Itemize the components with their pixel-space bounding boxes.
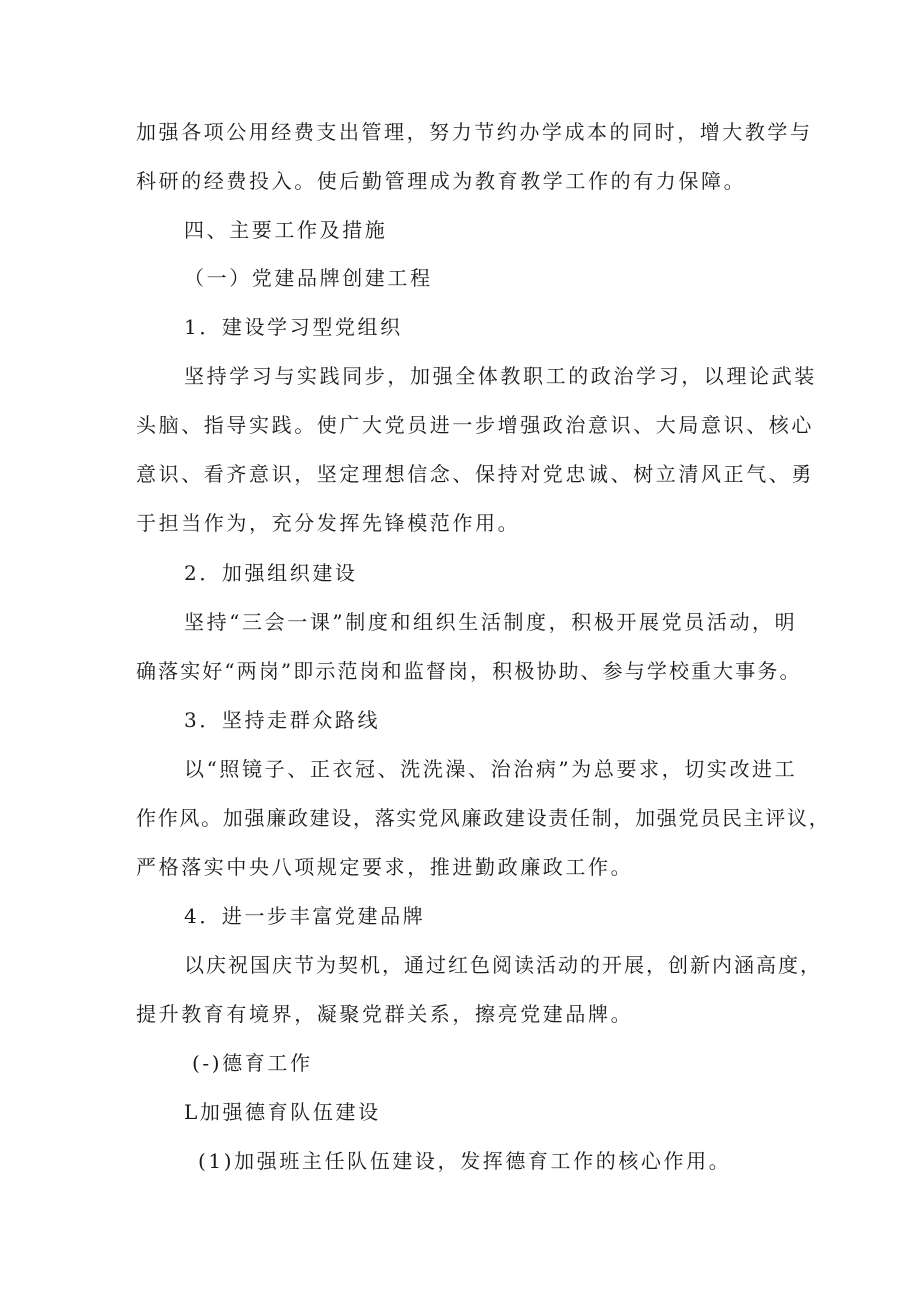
paragraph-line-6: 坚持学习与实践同步，加强全体教职工的政治学习，以理论武装 — [184, 364, 817, 388]
section-heading-main-work: 四、主要工作及措施 — [184, 218, 388, 242]
paragraph-line-7: 头脑、指导实践。使广大党员进一步增强政治意识、大局意识、核心 — [136, 413, 814, 437]
paragraph-line-2: 科研的经费投入。使后勤管理成为教育教学工作的有力保障。 — [136, 169, 747, 193]
item-heading-2: 2．加强组织建设 — [184, 561, 358, 585]
paragraph-line-1: 加强各项公用经费支出管理，努力节约办学成本的同时，增大教学与 — [136, 120, 813, 144]
paragraph-line-14: 以“照镜子、正衣冠、洗洗澡、治治病”为总要求，切实改进工 — [184, 757, 798, 781]
item-heading-1: 1．建设学习型党组织 — [184, 315, 403, 339]
paragraph-line-9: 于担当作为，充分发挥先锋模范作用。 — [136, 511, 521, 535]
subsection-heading-moral-education: (-)德育工作 — [192, 1051, 313, 1075]
paragraph-line-19: 提升教育有境界，凝聚党群关系，擦亮党建品牌。 — [136, 1002, 634, 1026]
paragraph-line-11: 坚持“三会一课”制度和组织生活制度，积极开展党员活动，明 — [184, 610, 798, 634]
paragraph-line-8: 意识、看齐意识，坚定理想信念、保持对党忠诚、树立清风正气、勇 — [136, 462, 814, 486]
item-heading-4: 4．进一步丰富党建品牌 — [184, 904, 426, 928]
paragraph-line-18: 以庆祝国庆节为契机，通过红色阅读活动的开展，创新内涵高度， — [184, 953, 822, 977]
item-heading-3: 3．坚持走群众路线 — [184, 708, 381, 732]
subsection-heading-party-building: （一）党建品牌创建工程 — [184, 266, 433, 290]
item-heading-moral-team: L加强德育队伍建设 — [184, 1100, 381, 1124]
paragraph-line-15: 作作风。加强廉政建设，落实党风廉政建设责任制，加强党员民主评议， — [136, 806, 831, 830]
sub-item-1: (1)加强班主任队伍建设，发挥德育工作的核心作用。 — [198, 1149, 732, 1173]
paragraph-line-12: 确落实好“两岗”即示范岗和监督岗，积极协助、参与学校重大事务。 — [136, 659, 802, 683]
paragraph-line-16: 严格落实中央八项规定要求，推进勤政廉政工作。 — [136, 855, 634, 879]
